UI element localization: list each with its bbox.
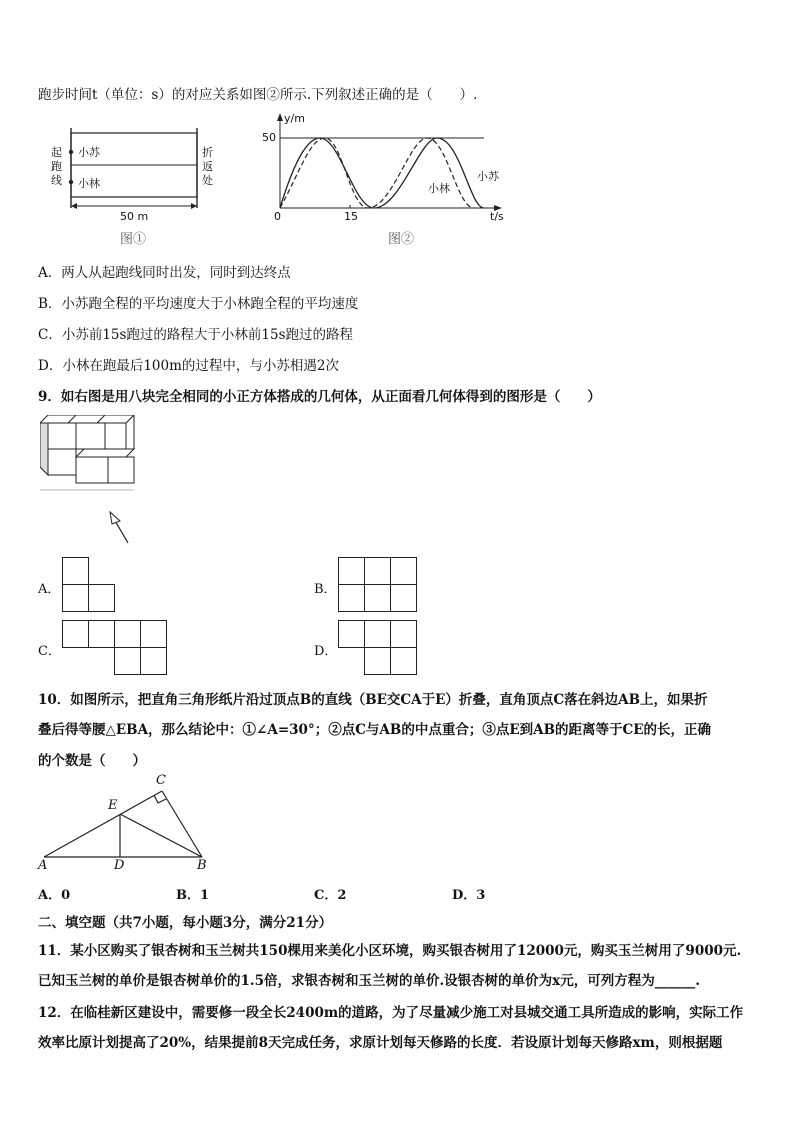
series-xiaolin-curve — [280, 138, 474, 208]
arrow-left — [71, 203, 77, 209]
x-axis-label: t/s — [490, 210, 504, 223]
q10-stem-line1: 10．如图所示，把直角三角形纸片沿过顶点B的直线（BE交CA于E）折叠，直角顶点C落在斜边AB上，如果折 — [38, 692, 708, 708]
series-xiaosu-label: 小苏 — [477, 170, 499, 183]
distance-time-graph — [262, 112, 512, 252]
q9-cube-figure — [40, 415, 140, 550]
right-angle-mark — [154, 795, 166, 803]
point-C: C — [156, 773, 166, 788]
q12-line2: 效率比原计划提高了20%，结果提前8天完成任务，求原计划每天修路的长度．若设原计划每天修路xm，则根据题 — [38, 1035, 723, 1051]
q11-line1: 11．某小区购买了银杏树和玉兰树共150棵用来美化小区环境，购买银杏树用了12000元，购买玉兰树用了9000元. — [38, 943, 742, 959]
q8-option-b: B．小苏跑全程的平均速度大于小林跑全程的平均速度 — [38, 296, 359, 312]
figure2-caption: 图② — [388, 232, 415, 247]
point-A: A — [38, 858, 48, 873]
y-tick-50: 50 — [262, 131, 276, 144]
distance-label: 50 m — [120, 210, 149, 223]
q8-option-a: A．两人从起跑线同时出发，同时到达终点 — [38, 265, 291, 281]
q10-triangle-figure — [36, 772, 216, 877]
q9-option-a-shape — [62, 557, 116, 613]
q9-option-a-label: A． — [38, 582, 61, 597]
figure-track — [40, 118, 240, 253]
start-label: 起跑线 — [51, 146, 62, 187]
q9-option-d-shape — [338, 620, 418, 676]
y-axis-label: y/m — [284, 112, 305, 125]
q8-option-d: D．小林在跑最后100m的过程中，与小苏相遇2次 — [38, 358, 339, 374]
segment-EB — [120, 814, 202, 857]
triangle-diagram — [36, 772, 216, 877]
point-B: B — [197, 858, 207, 873]
q9-option-c-shape — [62, 620, 168, 676]
x-tick-15: 15 — [344, 210, 358, 223]
turnaround-label: 折返处 — [202, 146, 213, 187]
arrow-right — [191, 203, 197, 209]
q9-stem: 9．如右图是用八块完全相同的小正方体搭成的几何体，从正面看几何体得到的图形是（ ） — [38, 389, 601, 405]
q10-option-a: A．0 — [38, 888, 71, 903]
q10-option-c: C．2 — [314, 888, 347, 903]
runner-dot-bottom — [69, 180, 73, 184]
figure-graph — [262, 112, 512, 252]
q9-option-c-label: C． — [38, 644, 61, 659]
q11-line2: 已知玉兰树的单价是银杏树单价的1.5倍，求银杏树和玉兰树的单价.设银杏树的单价为x元，可列方程为______. — [38, 973, 700, 989]
q10-option-d: D．3 — [452, 888, 486, 903]
point-E: E — [108, 798, 118, 813]
origin-label: 0 — [274, 210, 281, 223]
q8-stem: 跑步时间t（单位：s）的对应关系如图②所示.下列叙述正确的是（ ）. — [38, 87, 478, 103]
q10-stem-line3: 的个数是（ ） — [38, 753, 146, 769]
view-arrow-head — [110, 512, 120, 524]
cube-solid-drawing — [40, 415, 140, 550]
lane-top-label: 小苏 — [78, 146, 100, 159]
runner-dot-top — [69, 150, 73, 154]
figure1-caption: 图① — [120, 232, 147, 247]
section-2-heading: 二、填空题（共7小题，每小题3分，满分21分） — [38, 915, 333, 931]
lane-bottom-label: 小林 — [78, 177, 100, 190]
q10-option-b: B．1 — [176, 888, 210, 903]
segment-AC — [44, 791, 162, 857]
point-D: D — [114, 858, 125, 873]
series-xiaolin-label: 小林 — [428, 182, 450, 195]
q8-option-c: C．小苏前15s跑过的路程大于小林前15s跑过的路程 — [38, 327, 354, 343]
q9-option-b-label: B． — [314, 582, 337, 597]
q12-line1: 12．在临桂新区建设中，需要修一段全长2400m的道路，为了尽量减少施工对县城交通工具所造成的影响，实际工作 — [38, 1005, 744, 1021]
q10-stem-line2: 叠后得等腰△EBA，那么结论中：①∠A=30°；②点C与AB的中点重合；③点E到AB的距离等于CE的长，正确 — [38, 722, 712, 738]
q9-option-d-label: D． — [314, 644, 338, 659]
q9-option-b-shape — [338, 557, 418, 613]
top-faces — [40, 415, 134, 423]
